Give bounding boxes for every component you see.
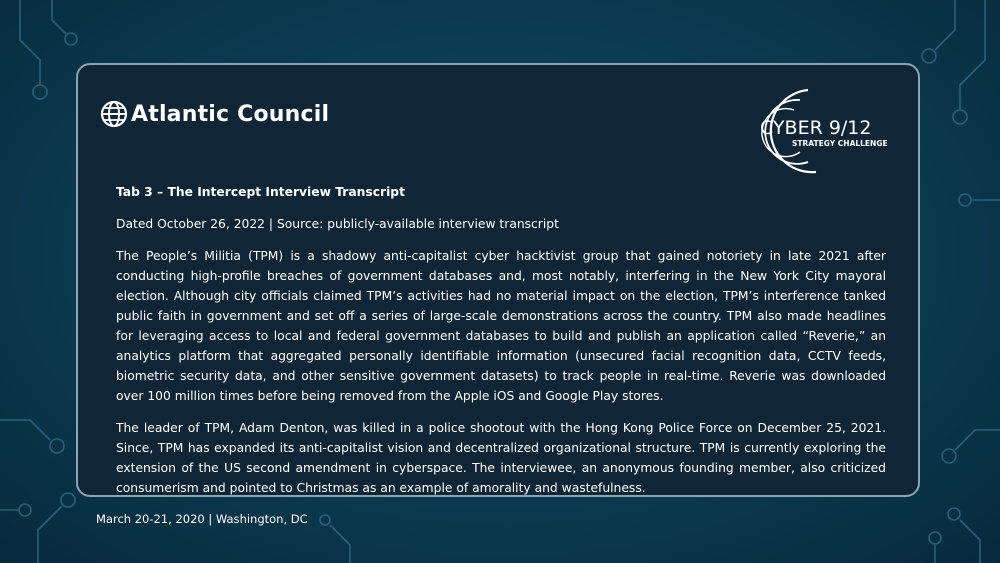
- event-logo-sub: STRATEGY CHALLENGE: [792, 139, 888, 148]
- transcript-content: [116, 182, 886, 510]
- paragraph-2: The leader of TPM, Adam Denton, was killed in a police shootout with the Hong Kong Police Force on December 25, 2021. Since, TPM has expanded its anti-capitalist vision and decentralized organizational structure. TPM is currently exploring the extension of the US second amendment in cyberspace. The interviewee, an anonymous founding member, also criticized consumerism and pointed to Christmas as an example of amorality and wastefulness.: [116, 421, 886, 495]
- globe-icon: [99, 99, 129, 129]
- footer-date-location: March 20-21, 2020 | Washington, DC: [96, 512, 308, 526]
- atlantic-council-logo: [99, 99, 329, 129]
- org-name: Atlantic Council: [131, 101, 330, 127]
- dated-line: Dated October 26, 2022 | Source: publicly-available interview transcript: [116, 217, 559, 231]
- paragraph-1: The People’s Militia (TPM) is a shadowy anti-capitalist cyber hacktivist group that gained notoriety in late 2021 after conducting high-profile breaches of government databases and, most notably, interfering in the New York City mayoral election. Although city officials claimed TPM’s activities had no material impact on the election, TPM’s interference tanked public faith in government and set off a series of large-scale demonstrations across the country. TPM also made headlines for leveraging access to local and federal government databases to build and publish an application called “Reverie,” an analytics platform that aggregated personally identifiable information (unsecured facial recognition data, CCTV feeds, biometric security data, and other sensitive government datasets) to track people in real-time. Reverie was downloaded over 100 million times before being removed from the Apple iOS and Google Play stores.: [116, 249, 886, 403]
- event-logo-main: CYBER 9/12: [760, 117, 872, 139]
- cyber-ring-icon: [738, 82, 898, 178]
- tab-title: Tab 3 – The Intercept Interview Transcript: [116, 185, 405, 199]
